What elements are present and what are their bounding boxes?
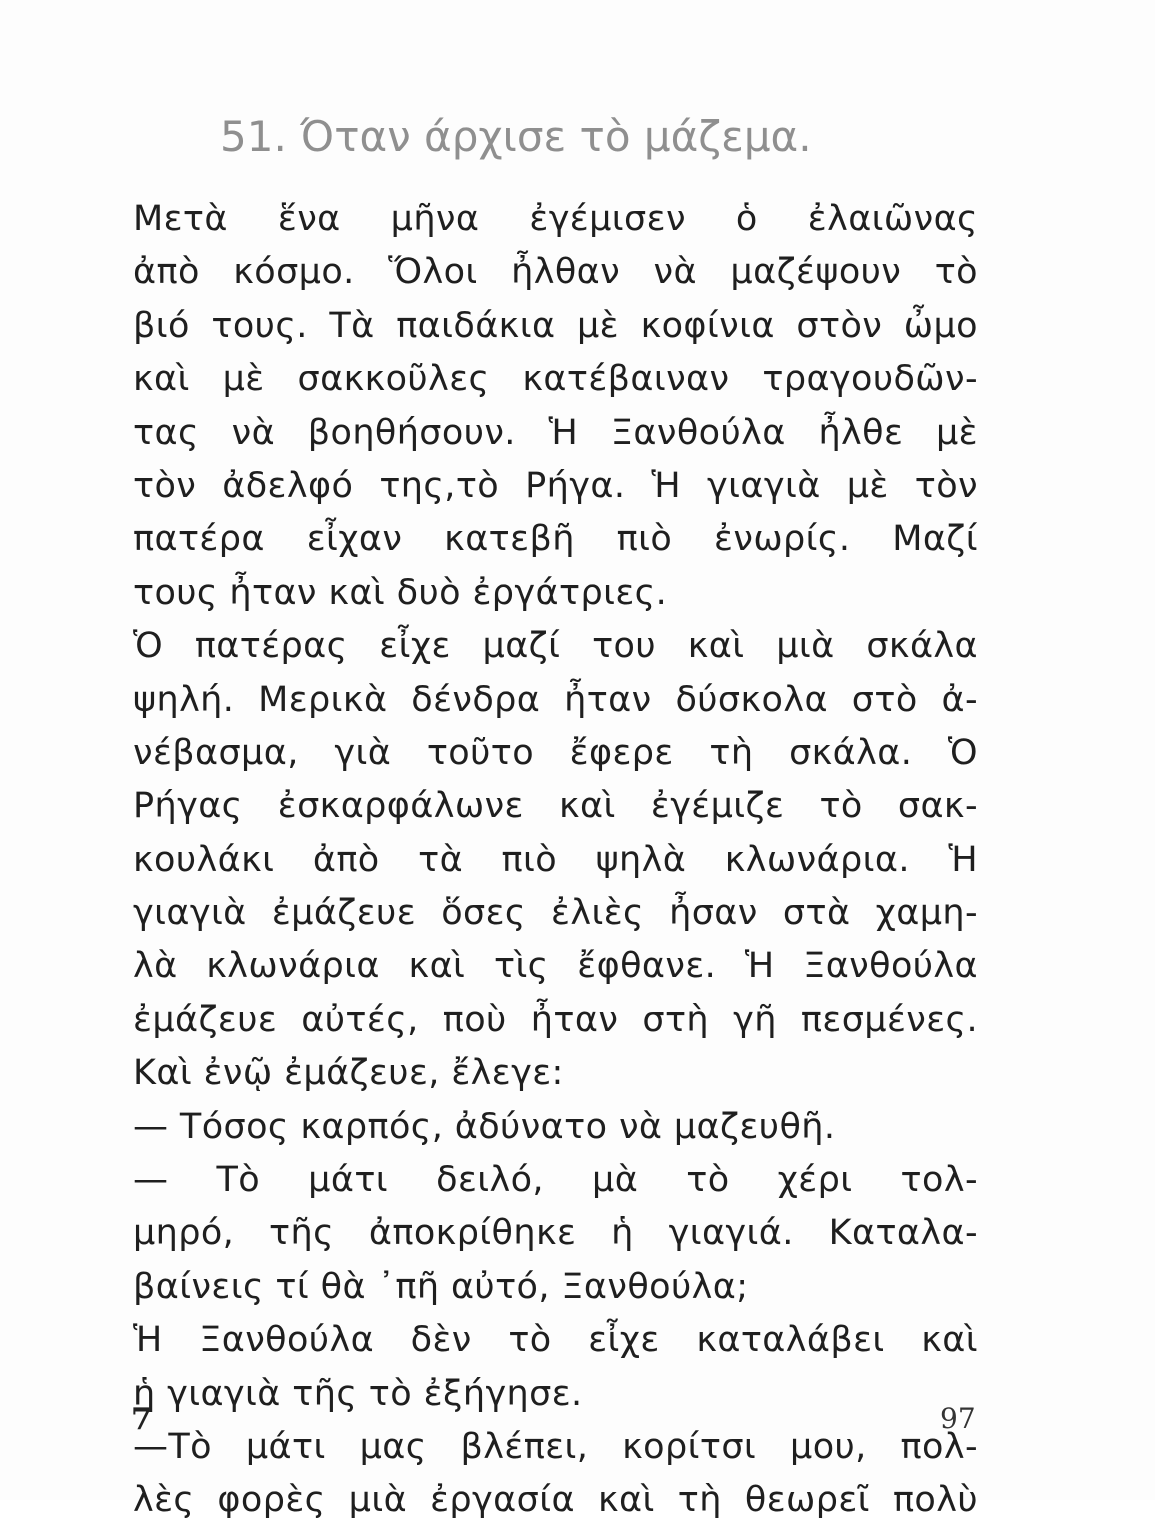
text-line: γιαγιὰ ἐμάζευε ὅσες ἐλιὲς ἦσαν στὰ χαμη- bbox=[133, 893, 978, 934]
text-line: πατέρα εἶχαν κατεβῆ πιὸ ἐνωρίς. Μαζί bbox=[133, 519, 978, 560]
text-line: Καὶ ἐνῷ ἐμάζευε, ἔλεγε: bbox=[133, 1053, 564, 1094]
text-line: βιό τους. Τὰ παιδάκια μὲ κοφίνια στὸν ὦμο bbox=[133, 305, 978, 346]
text-line: μηρό, τῆς ἀποκρίθηκε ἡ γιαγιά. Καταλα- bbox=[133, 1213, 978, 1254]
text-line: νέβασμα, γιὰ τοῦτο ἔφερε τὴ σκάλα. Ὁ bbox=[133, 732, 978, 773]
signature-mark: 7 bbox=[131, 1402, 152, 1437]
chapter-title: 51. Όταν άρχισε τὸ μάζεμα. bbox=[220, 112, 812, 161]
text-line: τὸν ἀδελφό της,τὸ Ρήγα. Ἡ γιαγιὰ μὲ τὸν bbox=[133, 465, 978, 506]
text-line: Ὁ πατέρας εἶχε μαζί του καὶ μιὰ σκάλα bbox=[133, 626, 978, 667]
text-line: τας νὰ βοηθήσουν. Ἡ Ξανθούλα ἦλθε μὲ bbox=[133, 412, 978, 453]
text-line: — Τὸ μάτι δειλό, μὰ τὸ χέρι τολ- bbox=[133, 1160, 978, 1201]
text-line: τους ἦταν καὶ δυὸ ἐργάτριες. bbox=[133, 572, 668, 613]
text-line: λὲς φορὲς μιὰ ἐργασία καὶ τὴ θεωρεῖ πολὺ bbox=[133, 1480, 978, 1521]
text-line: καὶ μὲ σακκοῦλες κατέβαιναν τραγουδῶν- bbox=[133, 359, 978, 400]
text-line: — Τόσος καρπός, ἀδύνατο νὰ μαζευθῆ. bbox=[133, 1106, 836, 1147]
text-line: ἀπὸ κόσμο. Ὅλοι ἦλθαν νὰ μαζέψουν τὸ bbox=[133, 252, 978, 293]
text-line: ψηλή. Μερικὰ δένδρα ἦταν δύσκολα στὸ ἀ- bbox=[133, 679, 978, 720]
text-line: —Τὸ μάτι μας βλέπει, κορίτσι μου, πολ- bbox=[133, 1426, 978, 1467]
page-number: 97 bbox=[940, 1402, 976, 1435]
text-line: Ἡ Ξανθούλα δὲν τὸ εἶχε καταλάβει καὶ bbox=[133, 1320, 978, 1361]
text-line: λὰ κλωνάρια καὶ τὶς ἔφθανε. Ἡ Ξανθούλα bbox=[133, 946, 978, 987]
text-line: Ρήγας ἐσκαρφάλωνε καὶ ἐγέμιζε τὸ σακ- bbox=[133, 786, 978, 827]
text-line: ἐμάζευε αὐτές, ποὺ ἦταν στὴ γῆ πεσμένες. bbox=[133, 999, 978, 1040]
text-line: κουλάκι ἀπὸ τὰ πιὸ ψηλὰ κλωνάρια. Ἡ bbox=[133, 839, 978, 880]
text-line: Μετὰ ἕνα μῆνα ἐγέμισεν ὁ ἐλαιῶνας bbox=[133, 199, 978, 239]
text-line: βαίνεις τί θὰ ᾿πῆ αὐτό, Ξανθούλα; bbox=[133, 1266, 749, 1307]
body-text bbox=[133, 193, 978, 1528]
text-line: ἡ γιαγιὰ τῆς τὸ ἐξήγησε. bbox=[133, 1373, 583, 1414]
